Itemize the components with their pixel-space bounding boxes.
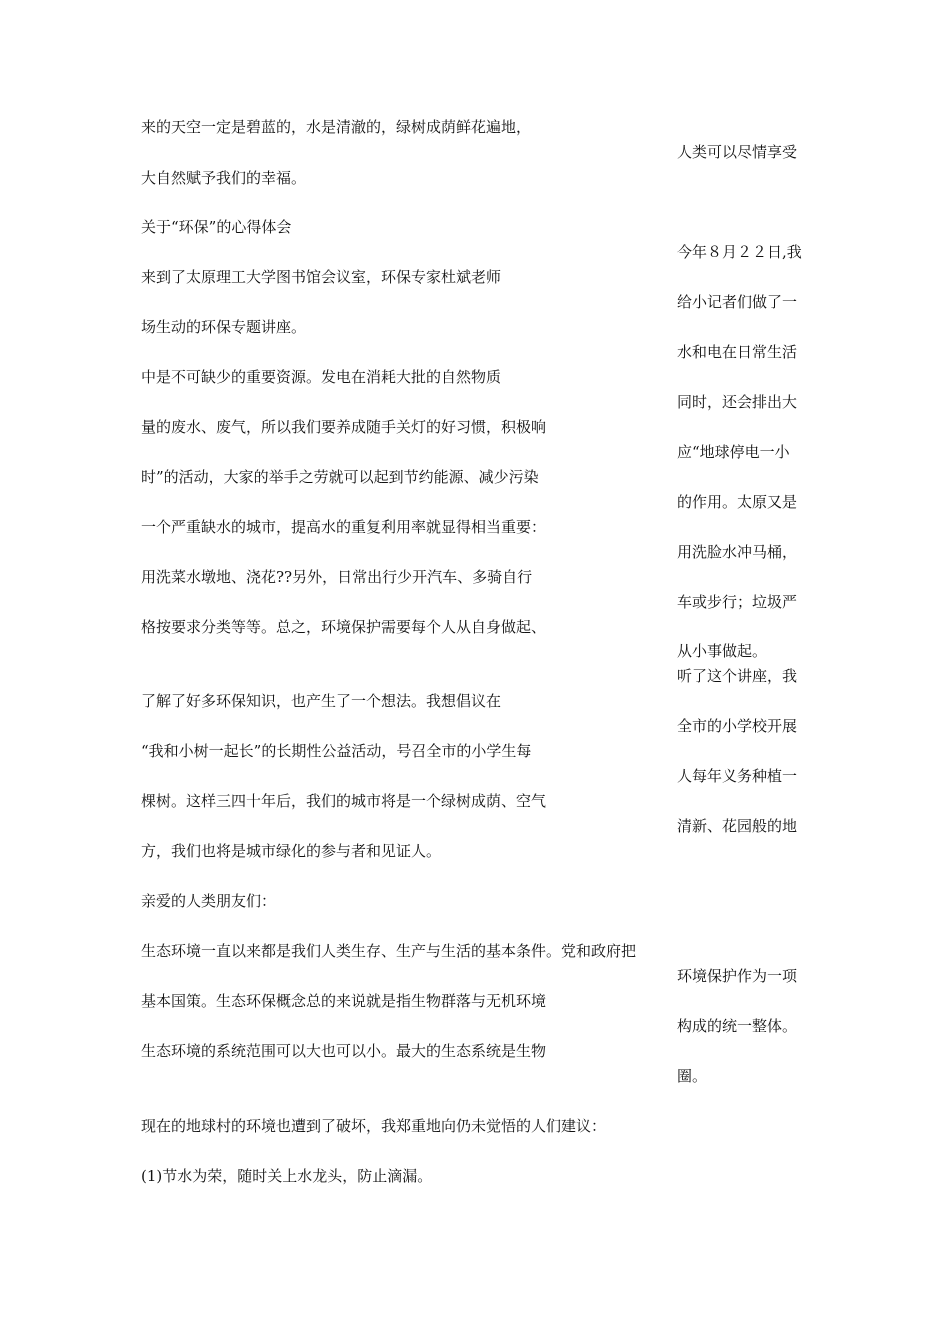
- side-line: 听了这个讲座，我: [677, 667, 798, 685]
- main-line: 生态环境一直以来都是我们人类生存、生产与生活的基本条件。党和政府把: [141, 942, 637, 960]
- main-line: 方，我们也将是城市绿化的参与者和见证人。: [141, 842, 442, 860]
- side-line: 构成的统一整体。: [677, 1017, 798, 1035]
- side-line: 水和电在日常生活: [677, 343, 798, 361]
- section-heading: 关于“环保”的心得体会: [141, 218, 292, 236]
- side-line: 同时，还会排出大: [677, 393, 798, 411]
- greeting: 亲爱的人类朋友们：: [141, 892, 277, 910]
- side-line: 的作用。太原又是: [677, 493, 798, 511]
- main-line: 生态环境的系统范围可以大也可以小。最大的生态系统是生物: [141, 1042, 547, 1060]
- main-line: 基本国策。生态环保概念总的来说就是指生物群落与无机环境: [141, 992, 547, 1010]
- main-line: “我和小树一起长”的长期性公益活动，号召全市的小学生每: [141, 742, 532, 760]
- side-line: 人类可以尽情享受: [677, 143, 798, 161]
- side-line: 给小记者们做了一: [677, 293, 798, 311]
- side-line: 清新、花园般的地: [677, 817, 798, 835]
- main-line: 一个严重缺水的城市，提高水的重复利用率就显得相当重要：: [141, 518, 547, 536]
- side-line: 用洗脸水冲马桶，: [677, 543, 798, 561]
- list-item: (1)节水为荣，随时关上水龙头，防止滴漏。: [141, 1167, 433, 1185]
- side-line: 车或步行；垃圾严: [677, 593, 798, 611]
- side-line: 应“地球停电一小: [677, 443, 790, 461]
- main-line: 棵树。这样三四十年后，我们的城市将是一个绿树成荫、空气: [141, 792, 547, 810]
- main-line: 大自然赋予我们的幸福。: [141, 169, 307, 187]
- main-line: 格按要求分类等等。总之，环境保护需要每个人从自身做起、: [141, 618, 547, 636]
- main-line: 时”的活动，大家的举手之劳就可以起到节约能源、减少污染: [141, 468, 539, 486]
- side-line: 全市的小学校开展: [677, 717, 798, 735]
- main-line: 现在的地球村的环境也遭到了破坏，我郑重地向仍未觉悟的人们建议：: [141, 1117, 607, 1135]
- side-line: 今年８月２２日,我: [677, 243, 802, 261]
- main-line: 用洗菜水墩地、浇花??另外，日常出行少开汽车、多骑自行: [141, 568, 533, 586]
- side-line: 从小事做起。: [677, 642, 768, 660]
- main-line: 来的天空一定是碧蓝的，水是清澈的，绿树成荫鲜花遍地，: [141, 118, 532, 136]
- main-line: 中是不可缺少的重要资源。发电在消耗大批的自然物质: [141, 368, 502, 386]
- main-line: 量的废水、废气，所以我们要养成随手关灯的好习惯，积极响: [141, 418, 547, 436]
- side-line: 人每年义务种植一: [677, 767, 798, 785]
- side-line: 圈。: [677, 1067, 708, 1085]
- main-line: 来到了太原理工大学图书馆会议室，环保专家杜斌老师: [141, 268, 502, 286]
- main-line: 了解了好多环保知识，也产生了一个想法。我想倡议在: [141, 692, 502, 710]
- side-line: 环境保护作为一项: [677, 967, 798, 985]
- main-line: 场生动的环保专题讲座。: [141, 318, 307, 336]
